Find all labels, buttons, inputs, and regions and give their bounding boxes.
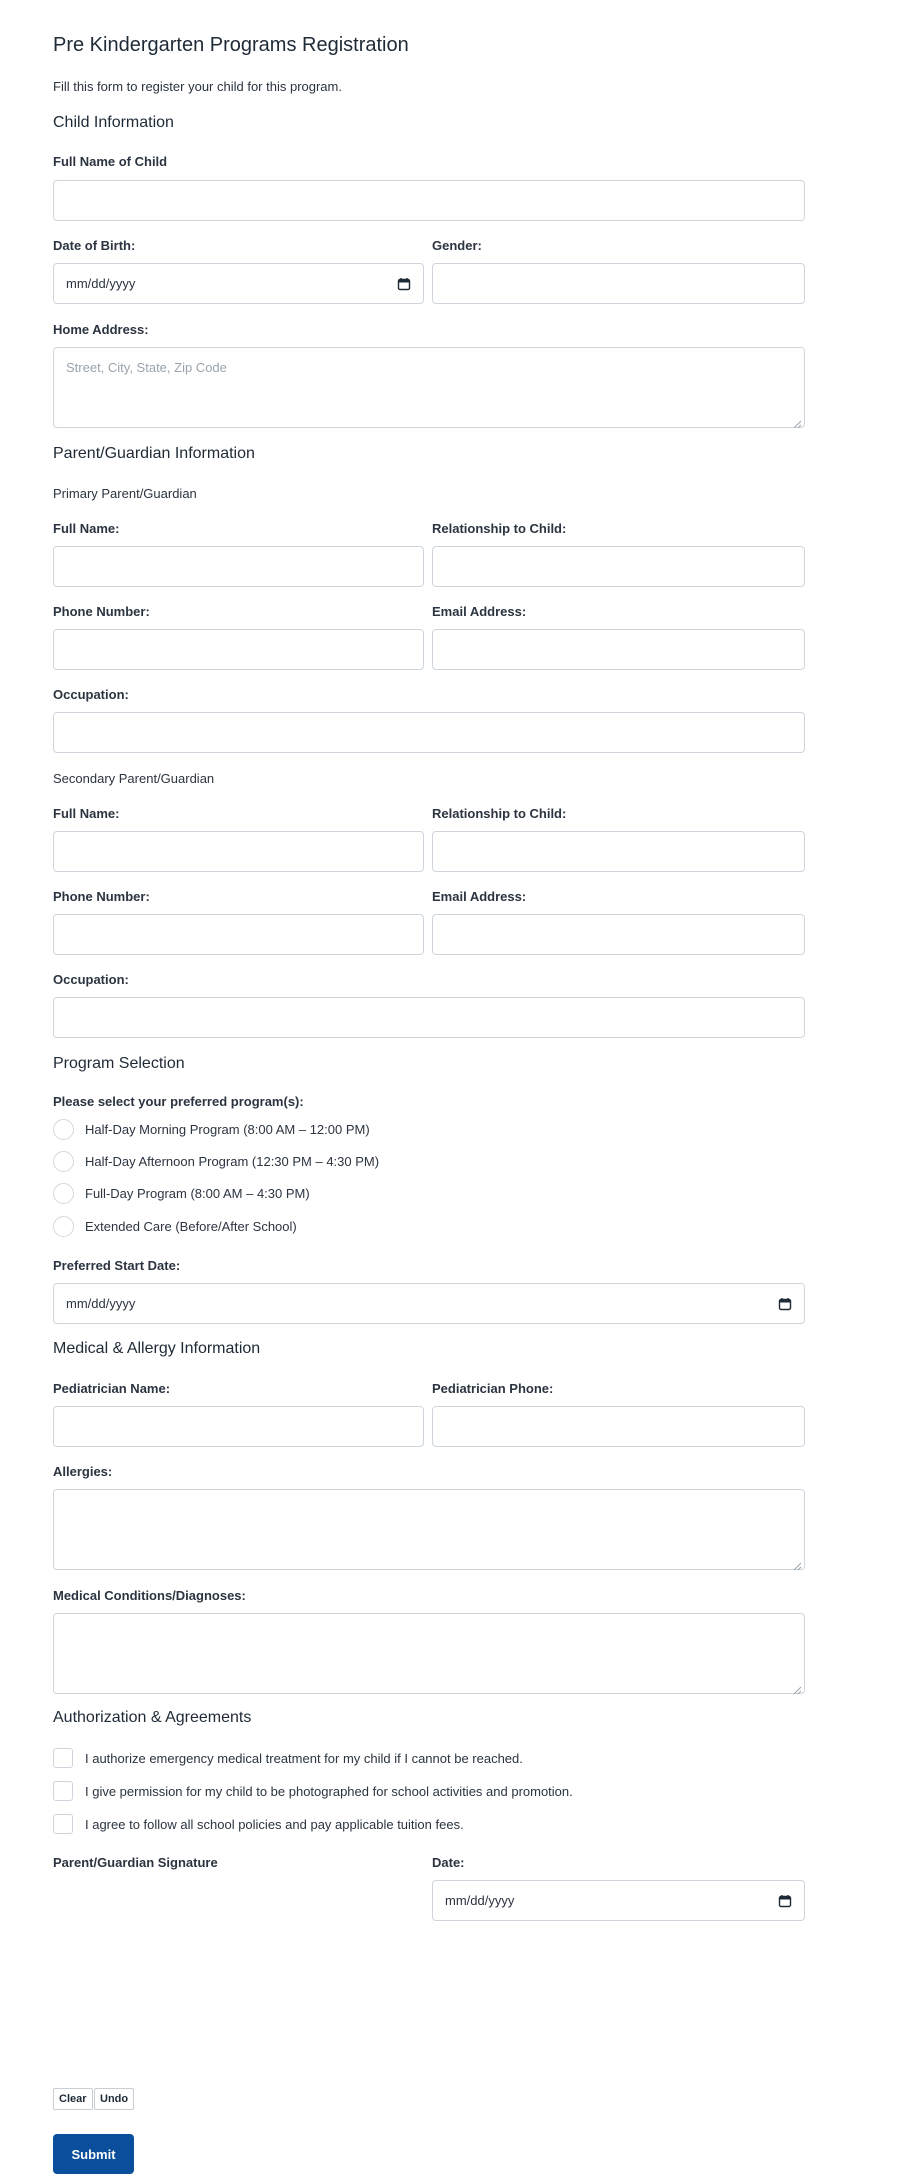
section-authorization-heading: Authorization & Agreements: [53, 1709, 252, 1726]
secondary-relationship-label: Relationship to Child:: [432, 806, 567, 821]
resize-grip-icon[interactable]: [793, 1558, 802, 1567]
home-address-textarea[interactable]: [53, 347, 805, 428]
medical-conditions-label: Medical Conditions/Diagnoses:: [53, 1588, 246, 1603]
secondary-full-name-label: Full Name:: [53, 806, 120, 821]
program-option-full-day[interactable]: [53, 1183, 310, 1204]
home-address-wrapper: [53, 347, 805, 428]
signature-date-label: Date:: [432, 1855, 465, 1870]
program-option-label: Half-Day Afternoon Program (12:30 PM – 4:30 PM): [85, 1154, 380, 1169]
child-gender-label: Gender:: [432, 238, 482, 253]
child-full-name-label: Full Name of Child: [53, 154, 168, 169]
start-date-label: Preferred Start Date:: [53, 1258, 181, 1273]
primary-phone-label: Phone Number:: [53, 604, 150, 619]
checkbox[interactable]: [53, 1814, 73, 1834]
undo-signature-button[interactable]: Undo: [94, 2088, 134, 2110]
calendar-icon[interactable]: [778, 1297, 792, 1311]
secondary-occupation-input[interactable]: [53, 997, 805, 1038]
program-option-label: Half-Day Morning Program (8:00 AM – 12:00 PM): [85, 1122, 370, 1137]
program-option-half-day-morning[interactable]: [53, 1119, 370, 1140]
primary-guardian-heading: Primary Parent/Guardian: [53, 486, 197, 501]
start-date-placeholder: mm/dd/yyyy: [66, 1296, 136, 1311]
pediatrician-name-label: Pediatrician Name:: [53, 1381, 171, 1396]
agreement-emergency-treatment[interactable]: [53, 1748, 523, 1768]
child-gender-input[interactable]: [432, 263, 805, 304]
secondary-email-label: Email Address:: [432, 889, 527, 904]
start-date-input[interactable]: [53, 1283, 805, 1324]
radio-button[interactable]: [53, 1216, 74, 1237]
medical-conditions-wrapper: [53, 1613, 805, 1694]
resize-grip-icon[interactable]: [793, 1682, 802, 1691]
program-option-half-day-afternoon[interactable]: [53, 1151, 379, 1172]
calendar-icon[interactable]: [397, 277, 411, 291]
section-medical-heading: Medical & Allergy Information: [53, 1340, 261, 1357]
primary-relationship-label: Relationship to Child:: [432, 521, 567, 536]
pediatrician-phone-input[interactable]: [432, 1406, 805, 1447]
secondary-email-input[interactable]: [432, 914, 805, 955]
signature-label: Parent/Guardian Signature: [53, 1855, 218, 1870]
child-dob-label: Date of Birth:: [53, 238, 136, 253]
child-full-name-input[interactable]: [53, 180, 805, 221]
checkbox[interactable]: [53, 1781, 73, 1801]
pediatrician-phone-label: Pediatrician Phone:: [432, 1381, 554, 1396]
checkbox[interactable]: [53, 1748, 73, 1768]
section-child-info-heading: Child Information: [53, 114, 174, 131]
secondary-relationship-input[interactable]: [432, 831, 805, 872]
secondary-phone-input[interactable]: [53, 914, 424, 955]
primary-occupation-input[interactable]: [53, 712, 805, 753]
program-option-extended-care[interactable]: [53, 1216, 297, 1237]
secondary-phone-label: Phone Number:: [53, 889, 150, 904]
agreement-school-policies[interactable]: [53, 1814, 464, 1834]
resize-grip-icon[interactable]: [793, 416, 802, 425]
radio-button[interactable]: [53, 1151, 74, 1172]
section-guardian-heading: Parent/Guardian Information: [53, 445, 255, 462]
allergies-textarea[interactable]: [53, 1489, 805, 1570]
child-dob-placeholder: mm/dd/yyyy: [66, 276, 136, 291]
signature-pad[interactable]: [53, 1880, 424, 2050]
calendar-icon[interactable]: [778, 1894, 792, 1908]
allergies-label: Allergies:: [53, 1464, 113, 1479]
pediatrician-name-input[interactable]: [53, 1406, 424, 1447]
primary-occupation-label: Occupation:: [53, 687, 129, 702]
secondary-full-name-input[interactable]: [53, 831, 424, 872]
program-prompt-label: Please select your preferred program(s):: [53, 1094, 304, 1109]
page-title: Pre Kindergarten Programs Registration: [53, 34, 409, 56]
allergies-wrapper: [53, 1489, 805, 1570]
clear-signature-button[interactable]: Clear: [53, 2088, 93, 2110]
primary-full-name-label: Full Name:: [53, 521, 120, 536]
submit-button[interactable]: Submit: [53, 2134, 134, 2174]
agreement-label: I agree to follow all school policies and pay applicable tuition fees.: [85, 1816, 464, 1832]
secondary-guardian-heading: Secondary Parent/Guardian: [53, 771, 215, 786]
agreement-photo-permission[interactable]: [53, 1781, 573, 1801]
primary-full-name-input[interactable]: [53, 546, 424, 587]
agreement-label: I authorize emergency medical treatment for my child if I cannot be reached.: [85, 1750, 523, 1766]
primary-email-input[interactable]: [432, 629, 805, 670]
secondary-occupation-label: Occupation:: [53, 972, 129, 987]
primary-email-label: Email Address:: [432, 604, 527, 619]
radio-button[interactable]: [53, 1119, 74, 1140]
program-option-label: Full-Day Program (8:00 AM – 4:30 PM): [85, 1186, 310, 1201]
primary-relationship-input[interactable]: [432, 546, 805, 587]
home-address-label: Home Address:: [53, 322, 149, 337]
signature-date-input[interactable]: [432, 1880, 805, 1921]
program-option-label: Extended Care (Before/After School): [85, 1219, 297, 1234]
child-dob-input[interactable]: [53, 263, 424, 304]
agreement-label: I give permission for my child to be photographed for school activities and promotion.: [85, 1783, 573, 1799]
medical-conditions-textarea[interactable]: [53, 1613, 805, 1694]
signature-date-placeholder: mm/dd/yyyy: [445, 1893, 515, 1908]
primary-phone-input[interactable]: [53, 629, 424, 670]
section-program-heading: Program Selection: [53, 1055, 185, 1072]
page-subtitle: Fill this form to register your child for this program.: [53, 79, 342, 94]
radio-button[interactable]: [53, 1183, 74, 1204]
